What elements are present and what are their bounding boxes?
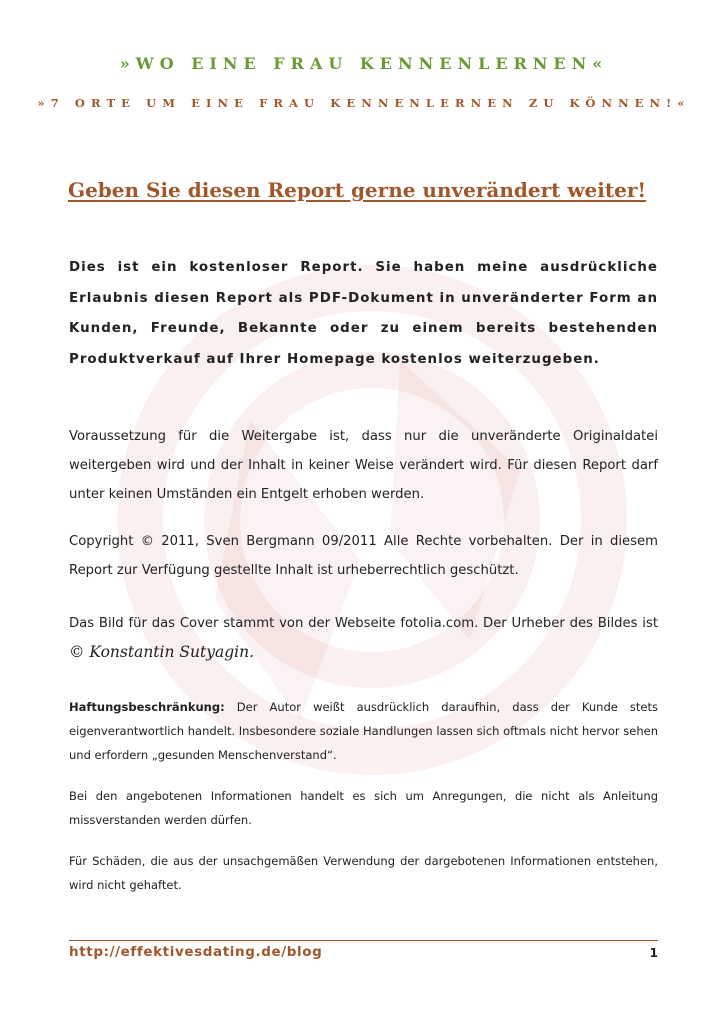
report-title: »WO EINE FRAU KENNENLERNEN« <box>119 54 609 73</box>
footer-divider <box>69 940 658 941</box>
condition-paragraph: Voraussetzung für die Weitergabe ist, dass nur die unveränderte Originaldatei weitergeben wird und der Inhalt in keiner Weise verändert wird. Für diesen Report darf unter keinen Umständen ein Entgelt erhoben werden. <box>69 429 658 502</box>
report-subtitle: »7 ORTE UM EINE FRAU KENNENLERNEN ZU KÖNNEN!« <box>37 96 691 110</box>
disclaimer-label: Haftungsbeschränkung: <box>69 700 225 714</box>
page-heading: Geben Sie diesen Report gerne unverändert weiter! <box>68 178 647 202</box>
intro-paragraph: Dies ist ein kostenloser Report. Sie haben meine ausdrückliche Erlaubnis diesen Report als PDF-Dokument in unveränderter Form an Kunden, Freunde, Bekannte oder zu einem bereits bestehenden Produktverkauf auf Ihrer Homepage kostenlos weiterzugeben. <box>69 260 658 367</box>
disclaimer-text: Der Autor weißt ausdrücklich daraufhin, dass der Kunde stets eigenverantwortlich handelt. Insbesondere soziale Handlungen lassen sich oftmals nicht hervor sehen und erfordern „gesunden Menschenverstand“. <box>69 700 658 762</box>
copyright-paragraph: Copyright © 2011, Sven Bergmann 09/2011 Alle Rechte vorbehalten. Der in diesem Report zur Verfügung gestellte Inhalt ist urheberrechtlich geschützt. <box>69 534 658 578</box>
image-credit: © Konstantin Sutyagin. <box>69 643 255 661</box>
suggestions-paragraph: Bei den angebotenen Informationen handelt es sich um Anregungen, die nicht als Anleitung missverstanden werden dürfen. <box>69 789 658 827</box>
disclaimer-paragraph <box>69 695 658 767</box>
page-number: 1 <box>649 946 658 960</box>
footer-link[interactable]: http://effektivesdating.de/blog <box>69 944 323 960</box>
image-source-paragraph <box>69 609 658 668</box>
liability-paragraph: Für Schäden, die aus der unsachgemäßen Verwendung der dargebotenen Informationen entstehen, wird nicht gehaftet. <box>69 854 658 892</box>
image-source-text: Das Bild für das Cover stammt von der Webseite fotolia.com. Der Urheber des Bildes ist <box>69 616 658 631</box>
